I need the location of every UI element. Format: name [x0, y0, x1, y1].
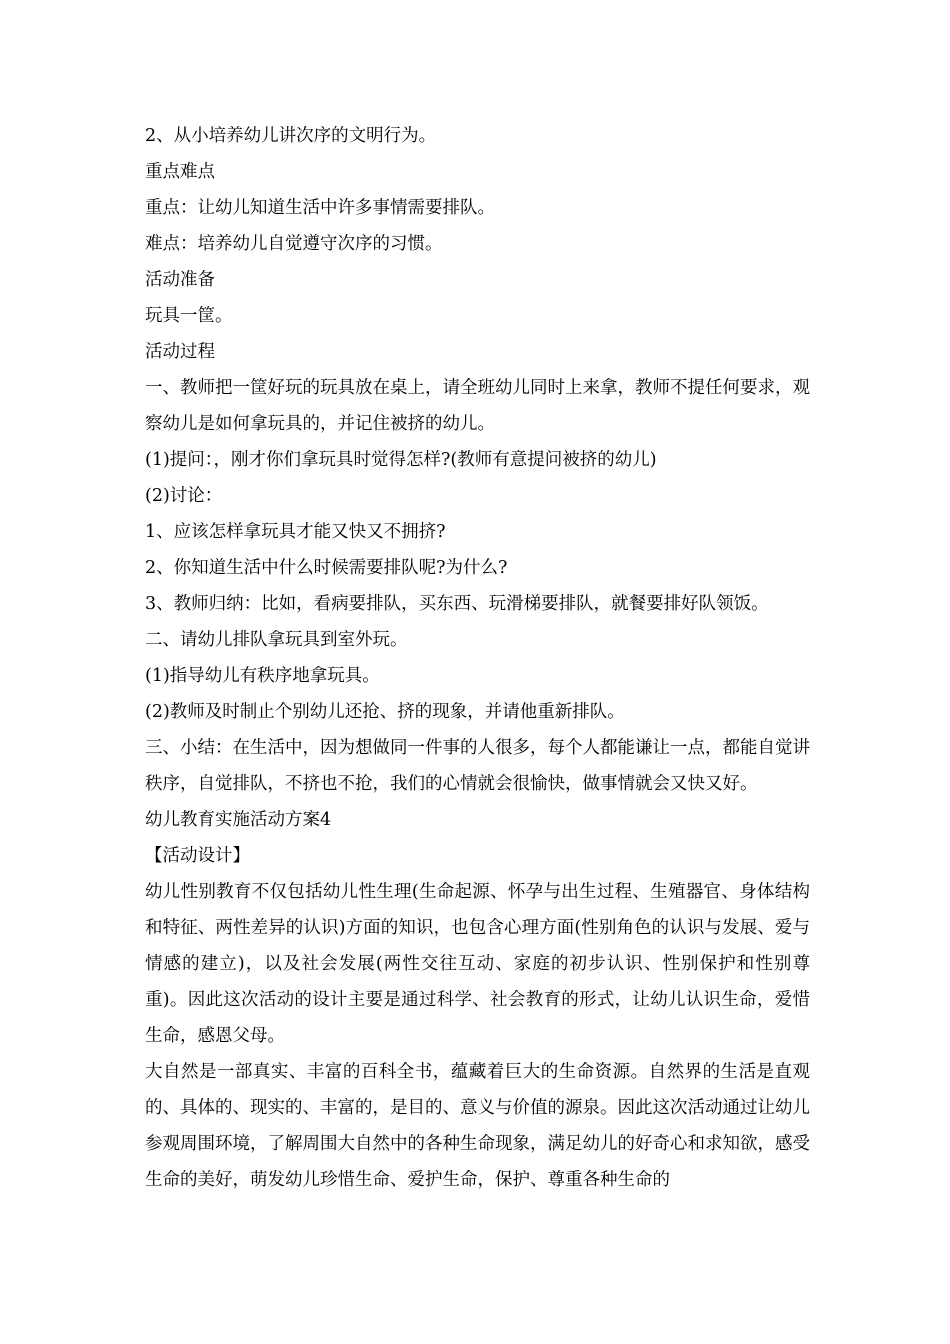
difficulty-text: 难点：培养幼儿自觉遵守次序的习惯。	[145, 234, 443, 254]
process-step-3-summary: 三、小结：在生活中，因为想做同一件事的人很多，每个人都能谦让一点，都能自觉讲秩序，自觉排队，不挤也不抢，我们的心情就会很愉快，做事情就会又快又好。	[145, 738, 810, 794]
section-heading-preparation: 活动准备	[145, 270, 215, 290]
key-point-text: 重点：让幼儿知道生活中许多事情需要排队。	[145, 198, 495, 218]
section-heading-design: 【活动设计】	[145, 846, 250, 866]
process-step-2: 二、请幼儿排队拿玩具到室外玩。	[145, 630, 408, 650]
discussion-item-1: 1、应该怎样拿玩具才能又快又不拥挤?	[145, 522, 446, 542]
process-step-1: 一、教师把一筐好玩的玩具放在桌上，请全班幼儿同时上来拿，教师不提任何要求，观察幼儿是如何拿玩具的，并记住被挤的幼儿。	[145, 378, 810, 434]
discussion-item-2: 2、你知道生活中什么时候需要排队呢?为什么?	[145, 558, 508, 578]
design-paragraph-2: 大自然是一部真实、丰富的百科全书，蕴藏着巨大的生命资源。自然界的生活是直观的、具体的、现实的、丰富的，是目的、意义与价值的源泉。因此这次活动通过让幼儿参观周围环境，了解周围大自然中的各种生命现象，满足幼儿的好奇心和求知欲，感受生命的美好，萌发幼儿珍惜生命、爱护生命，保护、尊重各种生命的	[145, 1062, 810, 1190]
preparation-text: 玩具一筐。	[145, 306, 233, 326]
process-step-2-item-1: (1)指导幼儿有秩序地拿玩具。	[145, 666, 380, 686]
document-page	[145, 118, 810, 1198]
section-heading-key-points: 重点难点	[145, 162, 215, 182]
plan-title-4: 幼儿教育实施活动方案4	[145, 810, 332, 830]
section-heading-process: 活动过程	[145, 342, 215, 362]
process-step-2-item-2: (2)教师及时制止个别幼儿还抢、挤的现象，并请他重新排队。	[145, 702, 625, 722]
list-item-goal-2: 2、从小培养幼儿讲次序的文明行为。	[145, 126, 437, 146]
process-step-1-question: (1)提问：，刚才你们拿玩具时觉得怎样?(教师有意提问被挤的幼儿)	[145, 450, 657, 470]
process-step-1-discussion: (2)讨论：	[145, 486, 223, 506]
design-paragraph-1: 幼儿性别教育不仅包括幼儿性生理(生命起源、怀孕与出生过程、生殖器官、身体结构和特征、两性差异的认识)方面的知识，也包含心理方面(性别角色的认识与发展、爱与情感的建立)，以及社会发展(两性交往互动、家庭的初步认识、性别保护和性别尊重)。因此这次活动的设计主要是通过科学、社会教育的形式，让幼儿认识生命，爱惜生命，感恩父母。	[145, 882, 810, 1046]
discussion-item-3: 3、教师归纳：比如，看病要排队，买东西、玩滑梯要排队，就餐要排好队领饭。	[145, 594, 769, 614]
